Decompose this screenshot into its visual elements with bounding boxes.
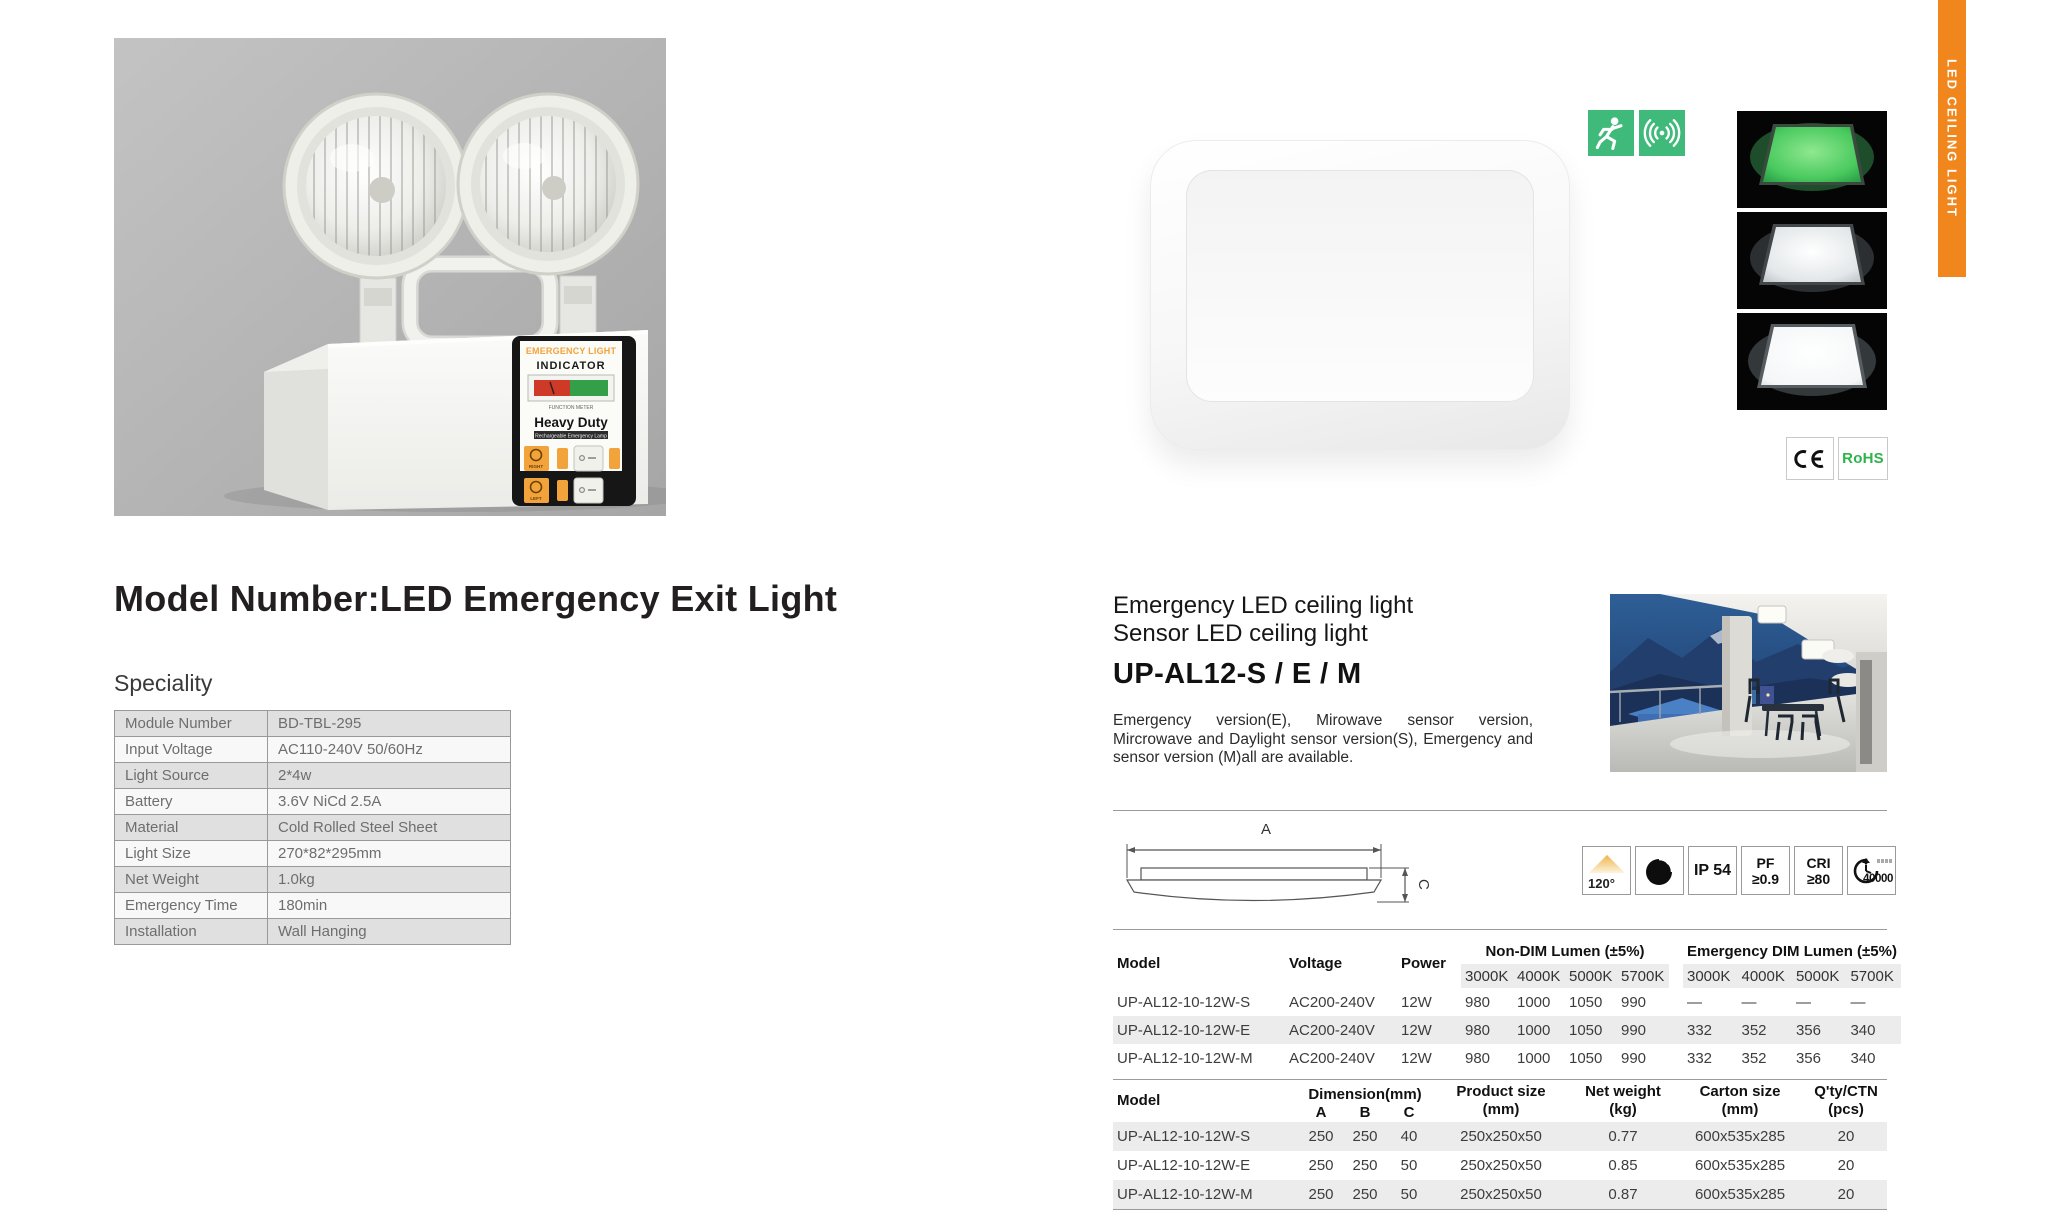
col-temp: 3000K xyxy=(1461,964,1513,988)
lumen-table-header-row xyxy=(1113,938,1901,964)
table-row xyxy=(115,919,511,945)
col-group-emergency: Emergency DIM Lumen (±5%) xyxy=(1687,942,1897,960)
spec-label: Light Size xyxy=(115,841,268,867)
ip-rating-label: IP 54 xyxy=(1688,846,1737,895)
col-power: Power xyxy=(1401,954,1447,972)
function-badges xyxy=(1588,110,1685,156)
category-side-tab xyxy=(1938,0,1966,277)
product-heading-line2: Sensor LED ceiling light xyxy=(1113,620,1368,647)
spec-value: Wall Hanging xyxy=(268,919,511,945)
beam-angle-label: 120° xyxy=(1588,876,1615,891)
col-temp: 3000K xyxy=(1683,964,1737,988)
spec-value: BD-TBL-295 xyxy=(268,711,511,737)
ce-mark-icon xyxy=(1786,437,1834,480)
spec-label: Light Source xyxy=(115,763,268,789)
spec-label: Module Number xyxy=(115,711,268,737)
col-dim-c: C xyxy=(1403,1104,1415,1121)
speciality-heading: Speciality xyxy=(114,670,213,696)
column-spacer xyxy=(1669,938,1683,988)
col-temp: 5700K xyxy=(1846,964,1901,988)
spec-label: Battery xyxy=(115,789,268,815)
table-row xyxy=(115,763,511,789)
table-row: UP-AL12-10-12W-E AC200-240V 12W 980 1000 1050 990 332 352 356 340 xyxy=(1113,1016,1901,1044)
lifespan-caption-marks xyxy=(1877,859,1892,863)
col-dimension: Dimension(mm) xyxy=(1308,1086,1422,1103)
col-temp: 4000K xyxy=(1737,964,1791,988)
beam-angle-icon xyxy=(1582,846,1631,895)
cri-label: CRI ≥80 xyxy=(1794,846,1843,895)
spec-value: 1.0kg xyxy=(268,867,511,893)
col-dim-b: B xyxy=(1359,1104,1371,1121)
side-tab-label: LED CEILING LIGHT xyxy=(1944,59,1960,218)
panel-thumb-white-dim xyxy=(1737,212,1887,309)
emergency-exit-light-illustration xyxy=(114,38,666,516)
panel-thumb-green xyxy=(1737,111,1887,208)
col-dim-a: A xyxy=(1315,1104,1327,1121)
product-heading-block xyxy=(1113,592,1543,691)
table-row xyxy=(115,893,511,919)
page-title: Model Number:LED Emergency Exit Light xyxy=(114,578,838,619)
col-qty-ctn: Q'ty/CTN (pcs) xyxy=(1814,1083,1878,1118)
table-row: UP-AL12-10-12W-E 250 250 50 250x250x50 0.85 600x535x285 20 xyxy=(1117,1157,1855,1174)
spec-value: AC110-240V 50/60Hz xyxy=(268,737,511,763)
product-description: Emergency version(E), Mirowave sensor version, Mircrowave and Daylight sensor version(S), Emergency and sensor version (M)all are available. xyxy=(1113,712,1533,766)
col-group-nondim: Non-DIM Lumen (±5%) xyxy=(1485,942,1645,960)
table-row xyxy=(115,815,511,841)
panel-sub-label: Rechargeable Emergency Lamp xyxy=(535,433,607,440)
lumen-table xyxy=(1113,938,1901,1072)
application-photo-balcony xyxy=(1610,594,1887,772)
dim-label-a: A xyxy=(1261,821,1272,838)
emergency-exit-icon xyxy=(1588,110,1634,156)
panel-meter-caption: FUNCTION METER xyxy=(548,405,594,411)
spec-value: 180min xyxy=(268,893,511,919)
col-product-size: Product size (mm) xyxy=(1456,1083,1546,1118)
ceiling-light-diffuser xyxy=(1186,170,1534,402)
spec-label: Installation xyxy=(115,919,268,945)
feature-icons-row xyxy=(1582,846,1896,895)
col-model: Model xyxy=(1117,954,1161,972)
col-temp: 4000K xyxy=(1513,964,1565,988)
col-carton-size: Carton size (mm) xyxy=(1699,1083,1781,1118)
spec-value: 3.6V NiCd 2.5A xyxy=(268,789,511,815)
table-row: UP-AL12-10-12W-S 250 250 40 250x250x50 0.77 600x535x285 20 xyxy=(1113,1122,1887,1151)
sensor-icon xyxy=(1639,110,1685,156)
spec-label: Input Voltage xyxy=(115,737,268,763)
table-row xyxy=(115,867,511,893)
panel-heavy-duty-label: Heavy Duty xyxy=(534,415,608,430)
col-temp: 5700K xyxy=(1617,964,1669,988)
spec-value: Cold Rolled Steel Sheet xyxy=(268,815,511,841)
divider-line xyxy=(1113,929,1887,930)
product-heading-line1: Emergency LED ceiling light xyxy=(1113,592,1414,619)
product-model-number: UP-AL12-S / E / M xyxy=(1113,658,1362,690)
table-row: UP-AL12-10-12W-M 250 250 50 250x250x50 0.87 600x535x285 20 xyxy=(1113,1180,1887,1210)
panel-right-button-label: RIGHT xyxy=(528,464,544,469)
panel-indicator-label: INDICATOR xyxy=(536,360,606,372)
spec-value: 270*82*295mm xyxy=(268,841,511,867)
col-voltage: Voltage xyxy=(1289,954,1343,972)
dimension-diagram xyxy=(1113,820,1443,920)
col-temp: 5000K xyxy=(1565,964,1617,988)
emergency-exit-light-photo xyxy=(114,38,666,516)
panel-light-thumbnails xyxy=(1737,111,1887,414)
size-table xyxy=(1113,1079,1887,1210)
size-table-header-row xyxy=(1113,1080,1887,1105)
col-temp: 5000K xyxy=(1792,964,1846,988)
col-net-weight: Net weight (kg) xyxy=(1585,1083,1661,1118)
panel-thumb-white-bright xyxy=(1737,313,1887,410)
dim-label-c: C xyxy=(1415,879,1432,890)
lifespan-hours: 40000 xyxy=(1863,873,1893,885)
divider-line xyxy=(1113,810,1887,811)
spec-label: Emergency Time xyxy=(115,893,268,919)
col-model: Model xyxy=(1117,1092,1161,1109)
ceiling-light-photo xyxy=(1150,140,1570,450)
speciality-table xyxy=(114,710,511,945)
lifespan-clock-icon xyxy=(1847,846,1896,895)
spec-label: Net Weight xyxy=(115,867,268,893)
certifications xyxy=(1786,437,1888,480)
spec-label: Material xyxy=(115,815,268,841)
panel-brand-label: EMERGENCY LIGHT xyxy=(525,346,617,356)
dimmable-knob-icon xyxy=(1635,846,1684,895)
table-row: UP-AL12-10-12W-M AC200-240V 12W 980 1000 1050 990 332 352 356 340 xyxy=(1117,1049,1876,1067)
rohs-badge: RoHS xyxy=(1838,437,1888,480)
table-row: UP-AL12-10-12W-S AC200-240V 12W 980 1000 1050 990 — — — — xyxy=(1117,993,1866,1011)
table-row xyxy=(115,737,511,763)
spec-value: 2*4w xyxy=(268,763,511,789)
table-row xyxy=(115,841,511,867)
table-row xyxy=(115,789,511,815)
panel-left-button-label: LEFT xyxy=(530,496,542,501)
table-row xyxy=(115,711,511,737)
power-factor-label: PF ≥0.9 xyxy=(1741,846,1790,895)
